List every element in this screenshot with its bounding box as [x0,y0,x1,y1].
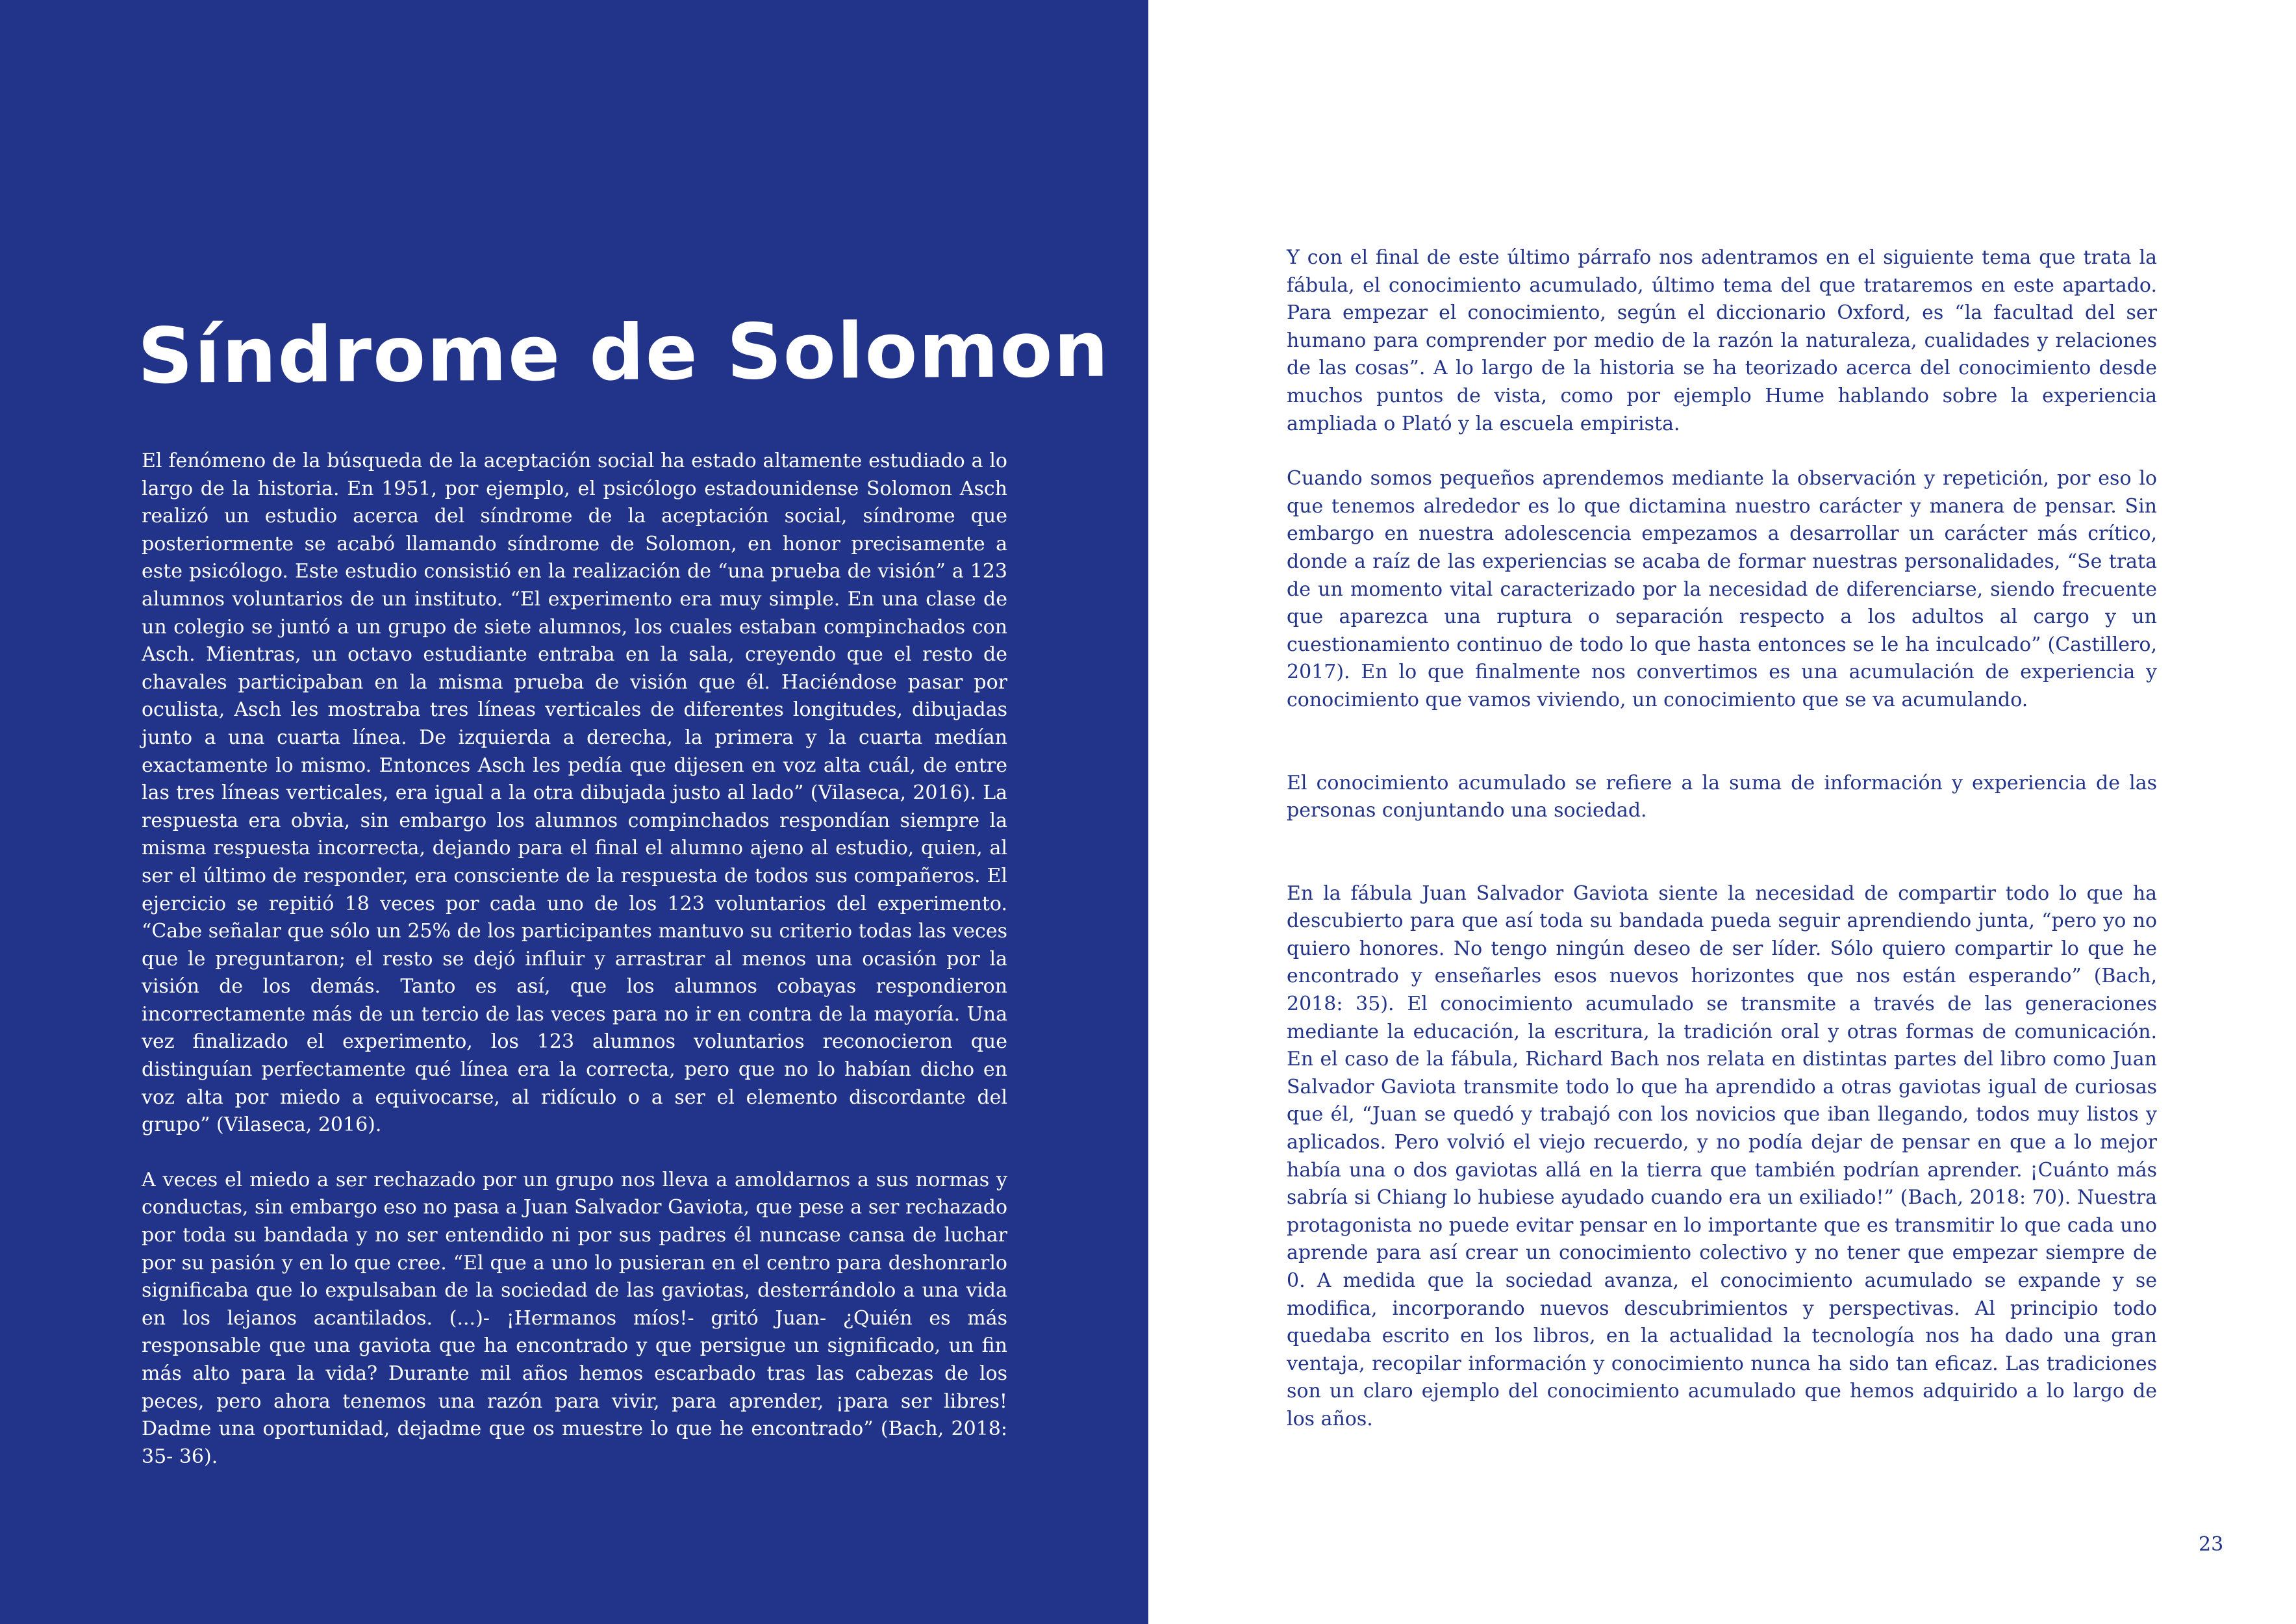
right-paragraph-4: En la fábula Juan Salvador Gaviota siente la necesidad de compartir todo lo que ha descubierto para que así toda su bandada pueda seguir aprendiendo junta, “pero yo no quiero honores. No tengo ningún deseo de ser líder. Sólo quiero compartir lo que he encontrado y enseñarles esos nuevos horizontes que nos están esperando” (Bach, 2018: 35). El conocimiento acumulado se transmite a través de las generaciones mediante la educación, la escritura, la tradición oral y otras formas de comunicación. En el caso de la fábula, Richard Bach nos relata en distintas partes del libro como Juan Salvador Gaviota transmite todo lo que ha aprendido a otras gaviotas igual de curiosas que él, “Juan se quedó y trabajó con los novicios que iban llegando, todos muy listos y aplicados. Pero volvió el viejo recuerdo, y no podía dejar de pensar en que a lo mejor había una o dos gaviotas allá en la tierra que también podrían aprender. ¡Cuánto más sabría si Chiang lo hubiese ayudado cuando era un exiliado!” (Bach, 2018: 70). Nuestra protagonista no puede evitar pensar en lo importante que es transmitir lo que cada uno aprende para así crear un conocimiento colectivo y no tener que empezar siempre de 0. A medida que la sociedad avanza, el conocimiento acumulado se expande y se modifica, incorporando nuevos descubrimientos y perspectivas. Al principio todo quedaba escrito en los libros, en la actualidad la tecnología nos ha dado una gran ventaja, recopilar información y conocimiento nunca ha sido tan eficaz. Las tradiciones son un claro ejemplo del conocimiento acumulado que hemos adquirido a lo largo de los años. [1287,882,2157,1430]
page-number: 23 [2199,1533,2224,1556]
right-paragraph-1: Y con el final de este último párrafo nos adentramos en el siguiente tema que trata la fábula, el conocimiento acumulado, último tema del que trataremos en este apartado. Para empezar el conocimiento, según el diccionario Oxford, es “la facultad del ser humano para comprender por medio de la razón la naturaleza, cualidades y relaciones de las cosas”. A lo largo de la historia se ha teorizado acerca del conocimiento desde muchos puntos de vista, como por ejemplo Hume hablando sobre la experiencia ampliada o Plató y la escuela empirista. [1287,246,2157,435]
left-paragraph-2: A veces el miedo a ser rechazado por un grupo nos lleva a amoldarnos a sus normas y conductas, sin embargo eso no pasa a Juan Salvador Gaviota, que pese a ser rechazado por toda su bandada y no ser entendido ni por sus padres él nuncase cansa de luchar por su pasión y en lo que cree. “El que a uno lo pusieran en el centro para deshonrarlo significaba que lo expulsaban de la sociedad de las gaviotas, desterrándolo a una vida en los lejanos acantilados. (...)- ¡Hermanos míos!- gritó Juan- ¿Quién es más responsable que una gaviota que ha encontrado y que persigue un significado, un fin más alto para la vida? Durante mil años hemos escarbado tras las cabezas de los peces, pero ahora tenemos una razón para vivir, para aprender, ¡para ser libres! Dadme una oportunidad, dejadme que os muestre lo que he encontrado” (Bach, 2018: 35- 36). [142,1168,1007,1468]
left-text-column [142,448,1007,1471]
chapter-title: Síndrome de Solomon [137,304,1110,401]
left-paragraph-1: El fenómeno de la búsqueda de la aceptación social ha estado altamente estudiado a lo largo de la historia. En 1951, por ejemplo, el psicólogo estadounidense Solomon Asch realizó un estudio acerca del síndrome de la aceptación social, síndrome que posteriormente se acabó llamando síndrome de Solomon, en honor precisamente a este psicólogo. Este estudio consistió en la realización de “una prueba de visión” a 123 alumnos voluntarios de un instituto. “El experimento era muy simple. En una clase de un colegio se juntó a un grupo de siete alumnos, los cuales estaban compinchados con Asch. Mientras, un octavo estudiante entraba en la sala, creyendo que el resto de chavales participaban en la misma prueba de visión que él. Haciéndose pasar por oculista, Asch les mostraba tres líneas verticales de diferentes longitudes, dibujadas junto a una cuarta línea. De izquierda a derecha, la primera y la cuarta medían exactamente lo mismo. Entonces Asch les pedía que dijesen en voz alta cuál, de entre las tres líneas verticales, era igual a la otra dibujada justo al lado” (Vilaseca, 2016). La respuesta era obvia, sin embargo los alumnos compinchados respondían siempre la misma respuesta incorrecta, dejando para el final el alumno ajeno al estudio, quien, al ser el último de responder, era consciente de la respuesta de todos sus compañeros. El ejercicio se repitió 18 veces por cada uno de los 123 voluntarios del experimento. “Cabe señalar que sólo un 25% de los participantes mantuvo su criterio todas las veces que le preguntaron; el resto se dejó influir y arrastrar al menos una ocasión por la visión de los demás. Tanto es así, que los alumnos cobayas respondieron incorrectamente más de un tercio de las veces para no ir en contra de la mayoría. Una vez finalizado el experimento, los 123 alumnos voluntarios reconocieron que distinguían perfectamente qué línea era la correcta, pero que no lo habían dicho en voz alta por miedo a equivocarse, al ridículo o a ser el elemento discordante del grupo” (Vilaseca, 2016). [142,450,1007,1137]
right-paragraph-2: Cuando somos pequeños aprendemos mediante la observación y repetición, por eso lo que tenemos alrededor es lo que dictamina nuestro carácter y manera de pensar. Sin embargo en nuestra adolescencia empezamos a desarrollar un carácter más crítico, donde a raíz de las experiencias se acaba de formar nuestras personalidades, “Se trata de un momento vital caracterizado por la necesidad de diferenciarse, siendo frecuente que aparezca una ruptura o separación respecto a los adultos al cargo y un cuestionamiento continuo de todo lo que hasta entonces se le ha inculcado” (Castillero, 2017). En lo que finalmente nos convertimos es una acumulación de experiencia y conocimiento que vamos viviendo, un conocimiento que se va acumulando. [1287,467,2157,711]
right-text-column [1287,244,2157,1434]
right-paragraph-3: El conocimiento acumulado se refiere a la suma de información y experiencia de las personas conjuntando una sociedad. [1287,771,2157,822]
